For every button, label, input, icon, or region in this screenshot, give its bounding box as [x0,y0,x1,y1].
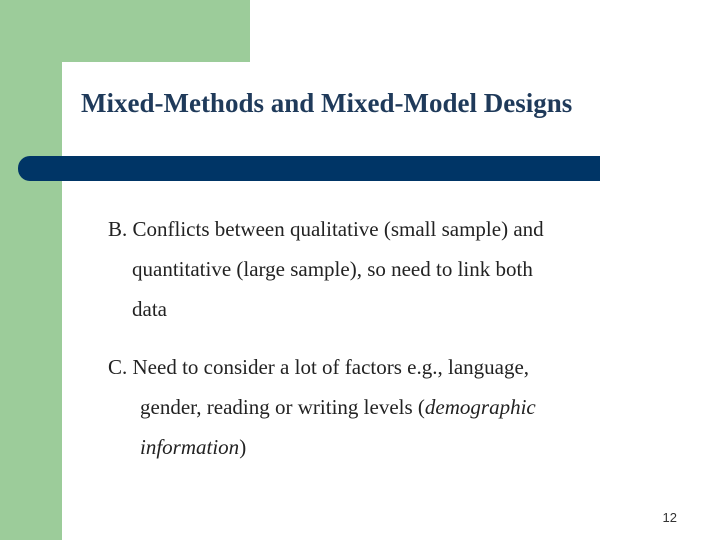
bullet-c-line-3-italic: information [140,435,240,459]
bullet-b-line-1: B. Conflicts between qualitative (small sample) and [108,217,544,241]
bullet-b-line-2: quantitative (large sample), so need to link both [132,257,533,281]
slide-title: Mixed-Methods and Mixed-Model Designs [81,88,573,118]
bullet-b [108,209,544,329]
title-underline-bar [18,156,600,181]
bullet-c-line-2 [108,387,536,427]
bullet-c [108,347,536,467]
bullet-c-line-3-text: ) [239,435,247,459]
decorative-green-left [0,0,62,540]
page-number: 12 [662,510,677,525]
bullet-c-line-3 [108,427,536,467]
bullet-c-line-2-text: gender, reading or writing levels ( [140,395,425,419]
bullet-b-line-3: data [132,297,167,321]
bullet-c-line-1: C. Need to consider a lot of factors e.g., language, [108,355,530,379]
bullet-c-line-2-italic: demographic [424,395,536,419]
